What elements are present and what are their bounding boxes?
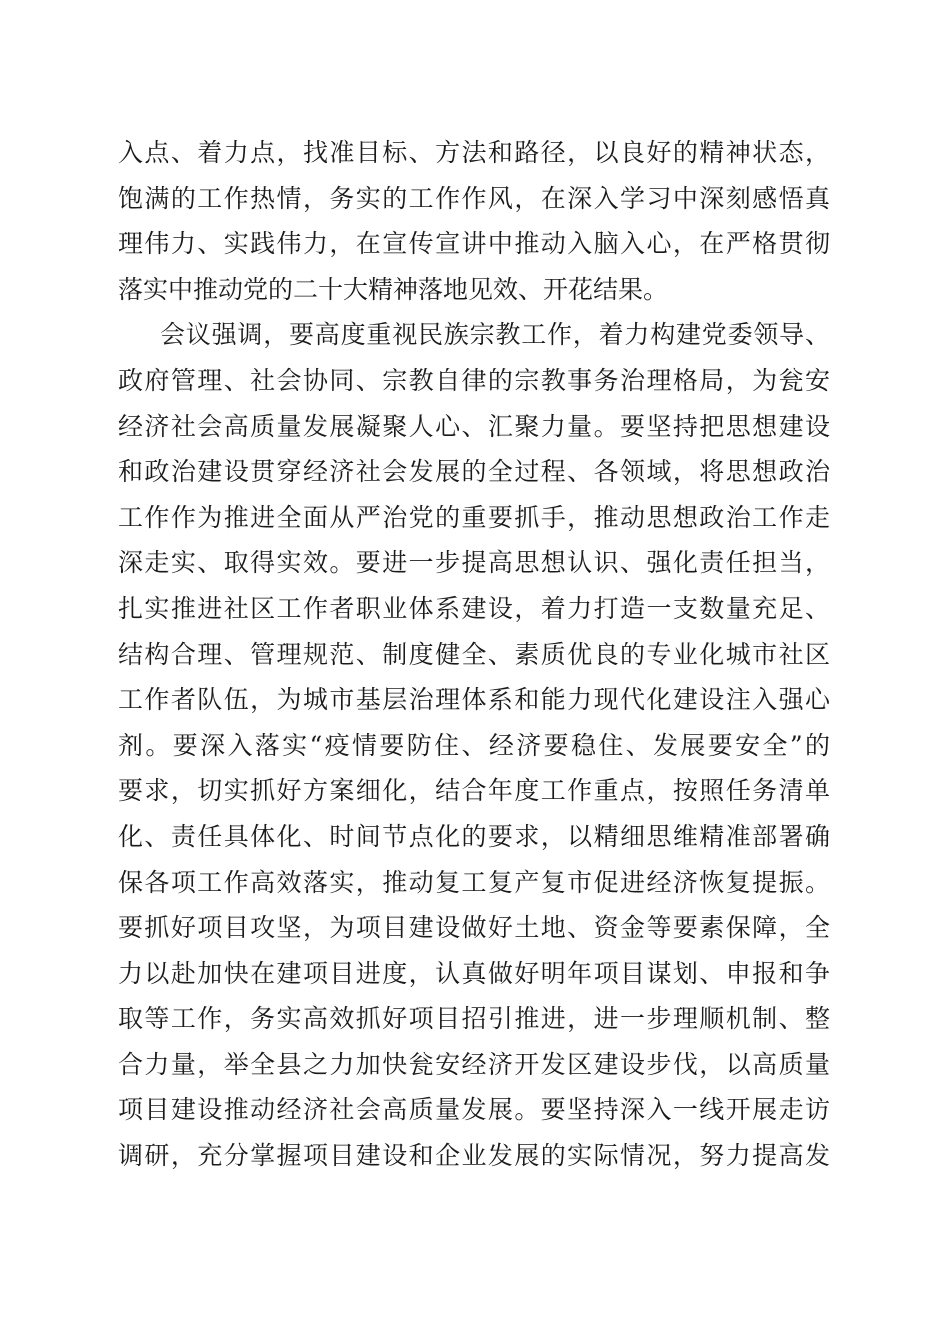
text-line: 要求，切实抓好方案细化，结合年度工作重点，按照任务清单 <box>118 776 830 806</box>
text-line: 入点、着力点，找准目标、方法和路径，以良好的精神状态， <box>118 138 830 167</box>
paragraph-1 <box>118 130 830 312</box>
text-line: 深走实、取得实效。要进一步提高思想认识、强化责任担当， <box>118 548 830 578</box>
text-line: 扎实推进社区工作者职业体系建设，着力打造一支数量充足、 <box>118 593 830 623</box>
text-line: 落实中推动党的二十大精神落地见效、开花结果。 <box>118 274 669 304</box>
text-line: 要抓好项目攻坚，为项目建设做好土地、资金等要素保障，全 <box>118 913 830 943</box>
text-line: 政府管理、社会协同、宗教自律的宗教事务治理格局，为瓮安 <box>118 365 830 395</box>
text-line: 工作者队伍，为城市基层治理体系和能力现代化建设注入强心 <box>118 685 830 715</box>
text-line: 工作作为推进全面从严治党的重要抓手，推动思想政治工作走 <box>118 502 830 532</box>
text-line: 结构合理、管理规范、制度健全、素质优良的专业化城市社区 <box>118 639 830 669</box>
text-line: 取等工作，务实高效抓好项目招引推进，进一步理顺机制、整 <box>118 1004 830 1034</box>
text-line: 调研，充分掌握项目建设和企业发展的实际情况，努力提高发 <box>118 1141 830 1171</box>
text-line: 合力量，举全县之力加快瓮安经济开发区建设步伐，以高质量 <box>118 1049 830 1079</box>
text-line: 经济社会高质量发展凝聚人心、汇聚力量。要坚持把思想建设 <box>118 411 830 441</box>
text-line: 和政治建设贯穿经济社会发展的全过程、各领域，将思想政治 <box>118 457 830 487</box>
text-line: 力以赴加快在建项目进度，认真做好明年项目谋划、申报和争 <box>118 958 830 988</box>
text-line: 项目建设推动经济社会高质量发展。要坚持深入一线开展走访 <box>118 1095 830 1125</box>
paragraph-2 <box>118 312 830 1178</box>
text-line: 剂。要深入落实“疫情要防住、经济要稳住、发展要安全”的 <box>118 730 830 760</box>
text-line: 会议强调，要高度重视民族宗教工作，着力构建党委领导、 <box>160 320 830 350</box>
text-line: 化、责任具体化、时间节点化的要求，以精细思维精准部署确 <box>118 821 830 851</box>
text-line: 保各项工作高效落实，推动复工复产复市促进经济恢复提振。 <box>118 867 830 897</box>
body-text <box>118 130 830 1179</box>
text-line: 理伟力、实践伟力，在宣传宣讲中推动入脑入心，在严格贯彻 <box>118 229 830 259</box>
text-line: 饱满的工作热情，务实的工作作风，在深入学习中深刻感悟真 <box>118 183 830 213</box>
